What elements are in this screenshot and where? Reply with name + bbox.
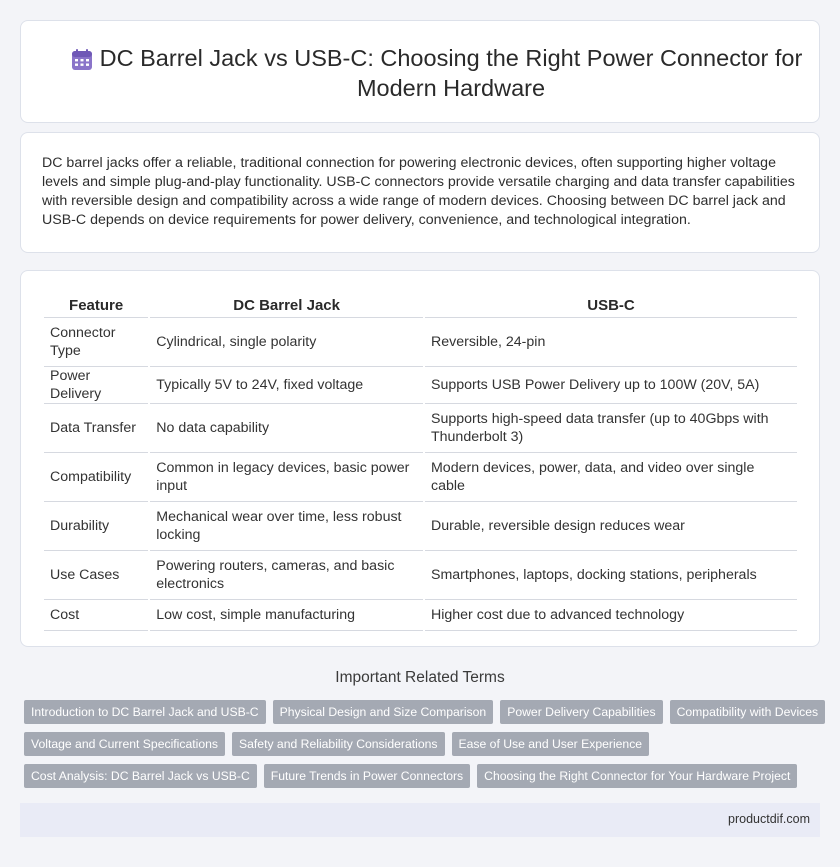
dc-barrel-jack-cell: Powering routers, cameras, and basic electronics xyxy=(150,551,423,600)
tag-row xyxy=(24,700,820,724)
header-dc-barrel-jack: DC Barrel Jack xyxy=(150,291,423,318)
related-term-tag[interactable]: Voltage and Current Specifications xyxy=(24,732,225,756)
usb-c-cell: Supports high-speed data transfer (up to 40Gbps with Thunderbolt 3) xyxy=(425,404,797,453)
header-card xyxy=(20,20,820,123)
dc-barrel-jack-cell: Typically 5V to 24V, fixed voltage xyxy=(150,367,423,404)
usb-c-cell: Reversible, 24-pin xyxy=(425,318,797,367)
feature-cell: Compatibility xyxy=(44,453,148,502)
related-term-tag[interactable]: Future Trends in Power Connectors xyxy=(264,764,470,788)
tag-row xyxy=(24,764,820,788)
related-term-tag[interactable]: Physical Design and Size Comparison xyxy=(273,700,494,724)
dc-barrel-jack-cell: Cylindrical, single polarity xyxy=(150,318,423,367)
related-term-tag[interactable]: Choosing the Right Connector for Your Hardware Project xyxy=(477,764,797,788)
related-term-tag[interactable]: Ease of Use and User Experience xyxy=(452,732,650,756)
intro-paragraph: DC barrel jacks offer a reliable, traditional connection for powering electronic devices, often supporting higher voltage levels and simple plug-and-play functionality. USB-C connectors provide versatile charging and data transfer capabilities with reversible design and compatibility across a wide range of modern devices. Choosing between DC barrel jack and USB-C depends on device requirements for power delivery, convenience, and technological integration. xyxy=(42,155,795,228)
table-row xyxy=(44,404,797,453)
feature-cell: Cost xyxy=(44,600,148,631)
table-row xyxy=(44,502,797,551)
related-term-tag[interactable]: Safety and Reliability Considerations xyxy=(232,732,445,756)
usb-c-cell: Smartphones, laptops, docking stations, peripherals xyxy=(425,551,797,600)
feature-cell: Connector Type xyxy=(44,318,148,367)
dc-barrel-jack-cell: No data capability xyxy=(150,404,423,453)
page-title: DC Barrel Jack vs USB-C: Choosing the Right Power Connector for Modern Hardware xyxy=(99,45,803,101)
dc-barrel-jack-cell: Common in legacy devices, basic power input xyxy=(150,453,423,502)
footer xyxy=(20,803,820,837)
usb-c-cell: Supports USB Power Delivery up to 100W (20V, 5A) xyxy=(425,367,797,404)
usb-c-cell: Higher cost due to advanced technology xyxy=(425,600,797,631)
table-row xyxy=(44,318,797,367)
related-term-tag[interactable]: Power Delivery Capabilities xyxy=(500,700,662,724)
usb-c-cell: Modern devices, power, data, and video over single cable xyxy=(425,453,797,502)
header-feature: Feature xyxy=(44,291,148,318)
feature-cell: Data Transfer xyxy=(44,404,148,453)
feature-cell: Durability xyxy=(44,502,148,551)
related-terms-list xyxy=(24,700,820,796)
feature-cell: Power Delivery xyxy=(44,367,148,404)
related-terms-title: Important Related Terms xyxy=(335,669,505,686)
table-row xyxy=(44,600,797,631)
related-term-tag[interactable]: Compatibility with Devices xyxy=(670,700,826,724)
usb-c-cell: Durable, reversible design reduces wear xyxy=(425,502,797,551)
comparison-card xyxy=(20,270,820,647)
tag-row xyxy=(24,732,820,756)
feature-cell: Use Cases xyxy=(44,551,148,600)
related-term-tag[interactable]: Introduction to DC Barrel Jack and USB-C xyxy=(24,700,266,724)
table-header-row xyxy=(44,291,797,318)
footer-site-link[interactable]: productdif.com xyxy=(728,812,810,826)
comparison-table xyxy=(42,291,799,631)
dc-barrel-jack-cell: Mechanical wear over time, less robust locking xyxy=(150,502,423,551)
table-row xyxy=(44,367,797,404)
header-usb-c: USB-C xyxy=(425,291,797,318)
table-row xyxy=(44,551,797,600)
intro-card xyxy=(20,132,820,253)
related-term-tag[interactable]: Cost Analysis: DC Barrel Jack vs USB-C xyxy=(24,764,257,788)
dc-barrel-jack-cell: Low cost, simple manufacturing xyxy=(150,600,423,631)
table-row xyxy=(44,453,797,502)
